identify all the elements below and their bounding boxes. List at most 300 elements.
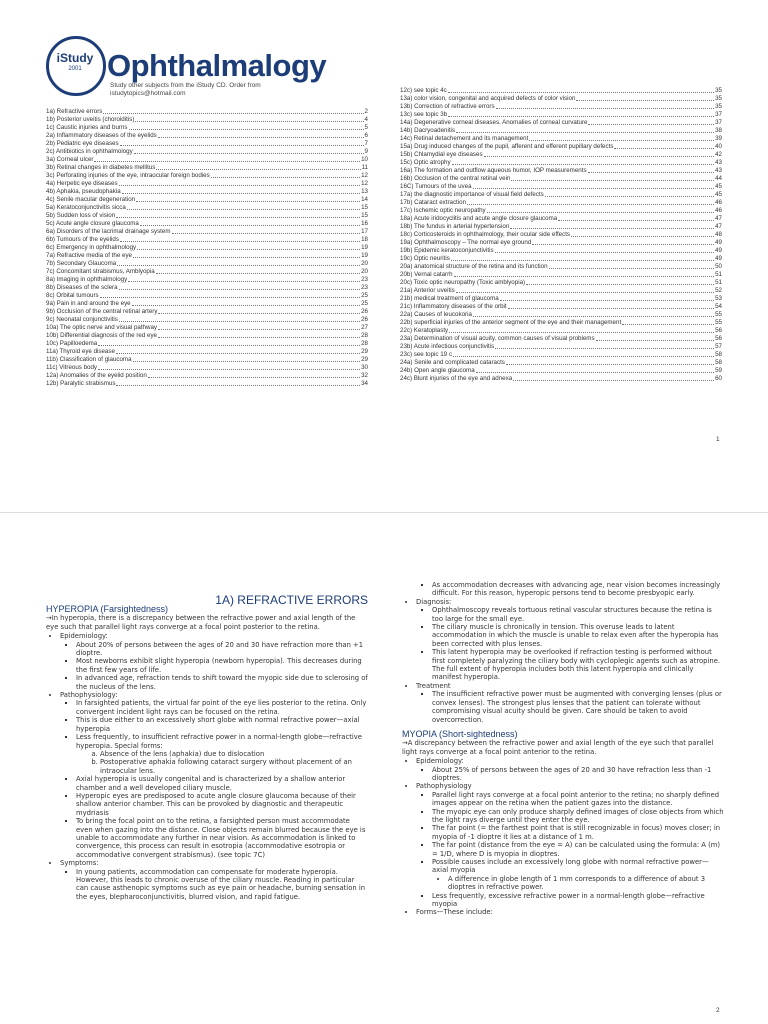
toc-entry[interactable] (46, 292, 368, 300)
toc-leader-dots (116, 353, 360, 354)
toc-entry[interactable] (400, 167, 722, 175)
toc-leader-dots (456, 132, 714, 133)
toc-entry[interactable] (46, 268, 368, 276)
toc-entry[interactable] (400, 183, 722, 191)
toc-entry[interactable] (400, 191, 722, 199)
toc-entry[interactable] (46, 148, 368, 156)
toc-entry[interactable] (46, 164, 368, 172)
toc-leader-dots (484, 156, 715, 157)
toc-leader-dots (94, 161, 360, 162)
toc-entry[interactable] (46, 228, 368, 236)
list-item: a. Absence of the lens (aphakia) due to dislocation (100, 750, 368, 758)
toc-entry[interactable] (400, 231, 722, 239)
toc-entry[interactable] (46, 260, 368, 268)
toc-entry-page: 5 (364, 124, 368, 131)
toc-leader-dots (511, 180, 714, 181)
toc-entry-page: 42 (715, 151, 722, 158)
toc-entry-label: 15c) Optic atrophy (400, 159, 451, 166)
toc-leader-dots (571, 236, 714, 237)
toc-entry-page: 38 (715, 127, 722, 134)
toc-entry-page: 48 (715, 231, 722, 238)
toc-entry-page: 35 (715, 87, 722, 94)
toc-entry-page: 51 (715, 271, 722, 278)
toc-entry-page: 28 (361, 332, 368, 339)
toc-entry[interactable] (400, 95, 722, 103)
toc-entry[interactable] (400, 279, 722, 287)
toc-entry-label: 19c) Optic neuritis (400, 255, 450, 262)
toc-entry-label: 18c) Corticosteroids in ophthalmology, their ocular side effects (400, 231, 571, 238)
toc-entry-label: 17a) the diagnostic importance of visual field defects (400, 191, 544, 198)
toc-entry-label: 22c) Keratoplasty (400, 327, 449, 334)
toc-leader-dots (103, 113, 363, 114)
toc-entry[interactable] (46, 340, 368, 348)
toc-entry-page: 43 (715, 167, 722, 174)
toc-entry-label: 4b) Aphakia, pseudophakia (46, 188, 121, 195)
list-item: ▪ Most newborns exhibit slight hyperopia (newborn hyperopia). This decreases during the first few years of life. (76, 657, 368, 674)
toc-entry[interactable] (46, 324, 368, 332)
toc-entry[interactable] (46, 372, 368, 380)
toc-entry-page: 15 (361, 212, 368, 219)
toc-entry-label: 12b) Paralytic strabismus (46, 380, 116, 387)
toc-entry[interactable] (400, 271, 722, 279)
toc-leader-dots (495, 348, 714, 349)
toc-entry[interactable] (46, 348, 368, 356)
toc-leader-dots (529, 140, 714, 141)
myopia-intro: →A discrepancy between the refractive power and axial length of the eye such that parallel light rays converge at a focal point anterior to the retina. (402, 739, 714, 756)
toc-entry-page: 46 (715, 199, 722, 206)
toc-entry[interactable] (46, 156, 368, 164)
list-item: ▪ This is due either to an excessively short globe with normal refractive power—axial hyperopia (76, 716, 368, 733)
toc-leader-dots (98, 345, 360, 346)
toc-entry-page: 18 (361, 236, 368, 243)
toc-entry-page: 17 (361, 228, 368, 235)
toc-leader-dots (453, 356, 714, 357)
toc-entry[interactable] (46, 180, 368, 188)
toc-entry[interactable] (400, 327, 722, 335)
toc-leader-dots (452, 164, 715, 165)
toc-entry[interactable] (400, 311, 722, 319)
logo-year: 2001 (68, 66, 82, 72)
toc-entry-label: 15a) Drug induced changes of the pupil, afferent and efferent pupillary defects (400, 143, 614, 150)
toc-entry[interactable] (400, 255, 722, 263)
toc-entry-label: 24a) Senile and complicated cataracts (400, 359, 505, 366)
toc-entry-label: 12c) see topic 4c (400, 87, 447, 94)
toc-entry-page: 45 (715, 183, 722, 190)
toc-entry-page: 11 (361, 164, 368, 171)
toc-entry-page: 20 (361, 268, 368, 275)
toc-entry-page: 55 (715, 319, 722, 326)
toc-entry-page: 7 (364, 140, 368, 147)
toc-leader-dots (467, 204, 714, 205)
toc-entry[interactable] (400, 303, 722, 311)
toc-entry-page: 27 (361, 324, 368, 331)
toc-leader-dots (120, 241, 360, 242)
hyperopia-intro: →In hyperopia, there is a discrepancy between the refractive power and axial length of the eye such that parallel light rays converge at a focal point posterior to the retina. (46, 614, 356, 631)
toc-entry[interactable] (46, 132, 368, 140)
list-item: • Forms—These include: (416, 908, 724, 916)
toc-entry[interactable] (400, 239, 722, 247)
list-item: ▪ The ciliary muscle is chronically in tension. This overuse leads to latent accommodation in which the muscle is unable to relax even after the hyperopia has been corrected with plus lenses. (432, 623, 724, 648)
toc-entry[interactable] (46, 140, 368, 148)
toc-entry[interactable] (46, 172, 368, 180)
toc-entry-label: 18a) Acute iridocyclitis and acute angle closure glaucoma (400, 215, 558, 222)
list-item: • Treatment ▪ The insufficient refractive power must be augmented with converging lenses (plus or convex lenses). The strongest plus lenses that the patient can tolerate without compromising visual acuity should be given. Care should be taken to avoid overcorrection. (416, 682, 724, 724)
toc-leader-dots (449, 332, 714, 333)
toc-leader-dots (495, 252, 715, 253)
toc-entry-label: 5c) Acute angle closure glaucoma (46, 220, 139, 227)
toc-entry-label: 8a) Imaging in ophthalmology (46, 276, 128, 283)
toc-entry-page: 30 (361, 364, 368, 371)
toc-entry[interactable] (46, 300, 368, 308)
toc-entry[interactable] (46, 188, 368, 196)
toc-entry[interactable] (46, 252, 368, 260)
toc-entry-label: 2a) Inflammatory diseases of the eyelids (46, 132, 157, 139)
toc-entry-page: 55 (715, 311, 722, 318)
toc-entry[interactable] (400, 351, 722, 359)
toc-entry[interactable] (46, 108, 368, 116)
toc-entry-label: 1c) Caustic injuries and burns (46, 124, 128, 131)
list-item: ▪ Less frequently, excessive refractive power in a normal-length globe—refractive myopia (432, 892, 724, 909)
toc-leader-dots (451, 260, 714, 261)
toc-entry-page: 25 (361, 300, 368, 307)
toc-entry[interactable] (400, 103, 722, 111)
toc-leader-dots (158, 329, 360, 330)
list-item: ▪ The far point (= the farthest point that is still recognizable in focus) moves closer; in myopia of -1 dioptre it lies at a distance of 1 m. (432, 824, 724, 841)
toc-entry-page: 49 (715, 247, 722, 254)
toc-entry-page: 58 (715, 351, 722, 358)
toc-leader-dots (473, 316, 714, 317)
toc-entry-page: 47 (715, 215, 722, 222)
toc-entry-label: 11c) Vitreous body (46, 364, 98, 371)
list-item: ▪ Hyperopic eyes are predisposed to acute angle closure glaucoma because of their shallow anterior chamber. This can be provoked by diagnostic and therapeutic mydriasis (76, 792, 368, 817)
toc-leader-dots (116, 217, 360, 218)
list-item: ▪ Less frequently, to insufficient refractive power in a normal-length globe—refractive hyperopia. Special forms: a. Absence of the lens (aphakia) due to dislocation b. Postoperative aphakia following cataract surgery without placement of an intraocular lens. (76, 733, 368, 775)
toc-entry-label: 22a) Causes of leucokoria (400, 311, 472, 318)
toc-entry-label: 20c) Toxic optic neuropathy (Toxic amblyopia) (400, 279, 526, 286)
toc-leader-dots (487, 212, 714, 213)
toc-entry[interactable] (46, 332, 368, 340)
list-item: • Epidemiology: ▪ About 25% of persons between the ages of 20 and 30 have refraction less than -1 dioptres. (416, 757, 724, 782)
toc-leader-dots (545, 196, 714, 197)
toc-leader-dots (532, 244, 714, 245)
toc-entry-label: 16b) Occlusion of the central retinal vein (400, 175, 511, 182)
toc-entry-page: 23 (361, 276, 368, 283)
toc-entry-page: 4 (364, 116, 368, 123)
toc-entry[interactable] (400, 159, 722, 167)
toc-leader-dots (128, 281, 360, 282)
toc-entry-label: 7a) Refractive media of the eye (46, 252, 132, 259)
toc-leader-dots (117, 265, 360, 266)
toc-entry-page: 29 (361, 356, 368, 363)
toc-entry[interactable] (400, 215, 722, 223)
toc-entry[interactable] (400, 223, 722, 231)
list-item: ▪ This latent hyperopia may be overlooked if refraction testing is performed without first completely paralyzing the ciliary body with cycloplegic agents such as atropine. The full extent of hyperopia includes both this latent hyperopia and clinically manifest hyperopia. (432, 648, 724, 682)
toc-leader-dots (158, 137, 364, 138)
toc-leader-dots (135, 121, 363, 122)
toc-leader-dots (513, 380, 714, 381)
subtitle-email[interactable]: istudytopics@hotmail.com (110, 90, 186, 97)
toc-entry[interactable] (400, 287, 722, 295)
toc-entry-page: 14 (361, 196, 368, 203)
toc-entry-label: 9c) Neonatal conjunctivitis (46, 316, 118, 323)
toc-leader-dots (510, 228, 714, 229)
toc-entry[interactable] (400, 367, 722, 375)
toc-entry[interactable] (400, 319, 722, 327)
list-item: ▪ As accommodation decreases with advancing age, near vision becomes increasingly difficult. For this reason, hyperopic persons tend to become presbyopic early. (432, 581, 724, 598)
list-item: ▪ Axial hyperopia is usually congenital and is characterized by a shallow anterior chamber and a well developed ciliary muscle. (76, 775, 368, 792)
toc-entry-label: 3c) Perforating injuries of the eye, intraocular foreign bodies (46, 172, 210, 179)
toc-entry-label: 14c) Retinal detachement and its management (400, 135, 529, 142)
toc-leader-dots (140, 225, 360, 226)
toc-entry-label: 9b) Occlusion of the central retinal artery (46, 308, 158, 315)
toc-entry-label: 5a) Keratoconjunctivitis sicca (46, 204, 126, 211)
toc-leader-dots (120, 145, 364, 146)
toc-entry-page: 45 (715, 191, 722, 198)
toc-entry-page: 57 (715, 343, 722, 350)
toc-leader-dots (119, 321, 360, 322)
toc-entry-page: 28 (361, 340, 368, 347)
toc-entry-label: 16C) Tumours of the uvea (400, 183, 472, 190)
toc-entry-page: 54 (715, 303, 722, 310)
toc-entry-label: 13c) see topic 3b (400, 111, 448, 118)
toc-entry-label: 22b) superficial injuries of the anterior segment of the eye and their management (400, 319, 622, 326)
toc-entry-label: 3b) Retinal changes in diabetes mellitus (46, 164, 156, 171)
toc-leader-dots (158, 313, 360, 314)
toc-leader-dots (614, 148, 714, 149)
toc-leader-dots (129, 129, 364, 130)
list-item: • Pathophysiology: ▪ In farsighted patients, the virtual far point of the eye lies posterior to the retina. Only convergent incident light rays can be focused on the retina. ▪ This is due either to an excessively short globe with normal refractive power—axial hyperopia ▪ Less frequently, to insufficient refractive power in a normal-length globe—refractive hyperopia. Special forms: a. Absence of the lens (aphakia) due to dislocation b. Postoperative aphakia following cataract surgery without placement of an intraocular lens. ▪ Axial hyperopia is usually congenital and is characterized by a shallow anterior chamber and a well developed ciliary muscle. ▪ Hyperopic eyes are predisposed to acute angle closure glaucoma because of their shallow anterior chamber. This can be provoked by diagnostic and therapeutic mydriasis ▪ To bring the focal point on to the retina, a farsighted person must accommodate even when gazing into the distance. Close objects remain blurred because the eye is unable to accommodate any further in near vision. As accommodation is linked to convergence, this process can result in esotropia (accommodative esotropia or accommodative convergent strabismus). (see topic 7C) (60, 691, 368, 859)
toc-entry[interactable] (400, 343, 722, 351)
toc-leader-dots (454, 276, 714, 277)
toc-entry-label: 6a) Disorders of the lacrimal drainage system (46, 228, 171, 235)
toc-left-column (46, 108, 368, 388)
toc-entry-label: 15b) Chlamydial eye diseases (400, 151, 483, 158)
toc-entry[interactable] (400, 359, 722, 367)
toc-entry-label: 1a) Refractive errors (46, 108, 103, 115)
myopia-heading: MYOPIA (Short-sightedness) (402, 728, 518, 739)
toc-entry-page: 26 (361, 316, 368, 323)
toc-entry[interactable] (46, 356, 368, 364)
left-text-column (46, 605, 368, 901)
toc-entry[interactable] (400, 87, 722, 95)
subtitle-line-1: Study other subjects from the iStudy CD. Order from (110, 82, 261, 89)
toc-entry-label: 3a) Corneal ulcer (46, 156, 94, 163)
document-title: Ophthalmalogy (107, 48, 327, 83)
toc-entry-page: 29 (361, 348, 368, 355)
list-item: • Pathophysiology ▪ Parallel light rays converge at a focal point anterior to the retina; no sharply defined images appear on the retina when the patient gazes into the distance. ▪ The myopic eye can only produce sharply defined images of close objects from which the light rays diverge until they enter the eye. ▪ The far point (= the farthest point that is still recognizable in focus) moves closer; in myopia of -1 dioptre it lies at a distance of 1 m. ▪ The far point (distance from the eye = A) can be calculated using the formula: A (m) = 1/D, where D is myopia in dioptres. ▪ Possible causes include an excessively long globe with normal refractive power—axial myopia • A difference in globe length of 1 mm corresponds to a difference of about 3 dioptres in refractive power. ▪ Less frequently, excessive refractive power in a normal-length globe—refractive myopia (416, 782, 724, 908)
toc-leader-dots (622, 324, 714, 325)
toc-entry-page: 49 (715, 255, 722, 262)
toc-entry-label: 2b) Pediatric eye diseases (46, 140, 119, 147)
toc-entry[interactable] (46, 220, 368, 228)
list-item: • A difference in globe length of 1 mm corresponds to a difference of about 3 dioptres in refractive power. (448, 875, 724, 892)
toc-entry-label: 21a) Anterior uveitis (400, 287, 455, 294)
toc-entry-page: 58 (715, 359, 722, 366)
toc-entry[interactable] (400, 175, 722, 183)
toc-entry-label: 23a) Determination of visual acuity. common causes of visual problems (400, 335, 595, 342)
toc-entry[interactable] (46, 236, 368, 244)
toc-entry-label: 8b) Diseases of the sclera (46, 284, 118, 291)
toc-entry[interactable] (400, 207, 722, 215)
toc-entry-label: 9a) Pain in and around the eye (46, 300, 131, 307)
toc-leader-dots (100, 297, 361, 298)
toc-entry[interactable] (46, 212, 368, 220)
toc-entry[interactable] (400, 135, 722, 143)
toc-entry-label: 19a) Ophthalmoscopy – The normal eye ground (400, 239, 532, 246)
toc-entry-page: 20 (361, 260, 368, 267)
toc-entry-label: 7b) Secondary Glaucoma (46, 260, 117, 267)
toc-entry-label: 24b) Open angle glaucoma (400, 367, 475, 374)
toc-entry-page: 56 (715, 327, 722, 334)
logo-brand: iStudy (56, 51, 94, 65)
toc-entry-page: 44 (715, 175, 722, 182)
toc-leader-dots (148, 377, 360, 378)
toc-entry-label: 21b) medical treatment of glaucoma (400, 295, 499, 302)
toc-entry[interactable] (400, 335, 722, 343)
list-item: • Symptoms: ▪ In young patients, accommodation can compensate for moderate hyperopia. However, this leads to chronic overuse of the ciliary muscle. Reading in particular can cause asthenopic symptoms such as eye pain or headache, burning sensation in the eyes, blepharoconjunctivitis, blurred vision, and rapid fatigue. (60, 859, 368, 901)
toc-entry-label: 19b) Epidemic keratoconjunctivitis (400, 247, 494, 254)
toc-entry[interactable] (400, 151, 722, 159)
toc-entry-page: 10 (361, 156, 368, 163)
toc-entry[interactable] (46, 380, 368, 388)
toc-leader-dots (448, 116, 714, 117)
toc-entry-page: 53 (715, 295, 722, 302)
list-item: b. Postoperative aphakia following cataract surgery without placement of an intraocular lens. (100, 758, 368, 775)
toc-entry-label: 13b) Correction of refractive errors (400, 103, 495, 110)
toc-leader-dots (116, 385, 360, 386)
toc-leader-dots (526, 284, 714, 285)
toc-entry-label: 10a) The optic nerve and visual pathway (46, 324, 157, 331)
document-subtitle (110, 82, 261, 98)
toc-entry[interactable] (400, 143, 722, 151)
toc-entry-page: 39 (715, 135, 722, 142)
toc-entry-label: 4a) Herpetic eye diseases (46, 180, 118, 187)
toc-entry-label: 20b) Vernal catarrh (400, 271, 453, 278)
toc-entry[interactable] (400, 295, 722, 303)
toc-leader-dots (596, 340, 715, 341)
toc-entry[interactable] (46, 124, 368, 132)
toc-entry-label: 17b) Cataract extraction (400, 199, 467, 206)
toc-entry-label: 18b) The fundus in arterial hypertension (400, 223, 510, 230)
toc-entry[interactable] (400, 199, 722, 207)
toc-leader-dots (119, 185, 361, 186)
page-number: 1 (716, 436, 720, 443)
toc-entry-page: 60 (715, 375, 722, 382)
toc-leader-dots (172, 233, 361, 234)
toc-entry-label: 6c) Emergency in ophthalmology (46, 244, 137, 251)
toc-entry-page: 43 (715, 159, 722, 166)
toc-leader-dots (576, 100, 714, 101)
hyperopia-heading: HYPEROPIA (Farsightedness) (46, 604, 169, 614)
toc-entry-page: 37 (715, 119, 722, 126)
toc-entry-label: 13a) color vision, congenital and acquired defects of color vision (400, 95, 576, 102)
list-item: ▪ Parallel light rays converge at a focal point anterior to the retina; no sharply defined images appear on the retina when the patient gazes into the distance. (432, 791, 724, 808)
list-item: ▪ About 25% of persons between the ages of 20 and 30 have refraction less than -1 dioptres. (432, 766, 724, 783)
toc-entry-label: 5b) Sudden loss of vision (46, 212, 116, 219)
toc-entry[interactable] (400, 127, 722, 135)
toc-entry-label: 10b) Differential diagnosis of the red eye (46, 332, 157, 339)
toc-leader-dots (119, 289, 361, 290)
toc-leader-dots (456, 292, 714, 293)
toc-entry-page: 6 (364, 132, 368, 139)
toc-entry-page: 16 (361, 220, 368, 227)
toc-entry[interactable] (400, 263, 722, 271)
toc-entry[interactable] (400, 111, 722, 119)
toc-entry[interactable] (46, 276, 368, 284)
toc-leader-dots (136, 201, 360, 202)
toc-entry[interactable] (46, 364, 368, 372)
toc-leader-dots (549, 268, 715, 269)
list-item: ▪ In young patients, accommodation can compensate for moderate hyperopia. However, this leads to chronic overuse of the ciliary muscle. Reading in particular can cause asthenopic symptoms such as eye pain or headache, burning sensation in the eyes, blepharoconjunctivitis, blurred vision, and rapid fatigue. (76, 868, 368, 902)
page-2 (0, 512, 768, 1024)
toc-entry-page: 26 (361, 308, 368, 315)
toc-leader-dots (156, 169, 360, 170)
toc-entry-page: 35 (715, 103, 722, 110)
toc-entry-page: 12 (361, 172, 368, 179)
toc-leader-dots (98, 369, 360, 370)
toc-leader-dots (134, 153, 364, 154)
list-item: ▪ To bring the focal point on to the retina, a farsighted person must accommodate even when gazing into the distance. Close objects remain blurred because the eye is unable to accommodate any further in near vision. As accommodation is linked to convergence, this process can result in esotropia (accommodative esotropia or accommodative convergent strabismus). (see topic 7C) (76, 817, 368, 859)
toc-entry-page: 52 (715, 287, 722, 294)
toc-leader-dots (508, 308, 714, 309)
toc-entry[interactable] (400, 119, 722, 127)
toc-entry-page: 56 (715, 335, 722, 342)
toc-leader-dots (473, 188, 715, 189)
list-item: ▪ Ophthalmoscopy reveals tortuous retinal vascular structures because the retina is too large for the small eye. (432, 606, 724, 623)
list-item: ▪ In farsighted patients, the virtual far point of the eye lies posterior to the retina. Only convergent incident light rays can be focused on the retina. (76, 699, 368, 716)
list-item: • Diagnosis: ▪ Ophthalmoscopy reveals tortuous retinal vascular structures because the retina is too large for the small eye. ▪ The ciliary muscle is chronically in tension. This overuse leads to latent accommodation in which the muscle is unable to relax even after the hyperopia has been corrected with plus lenses. ▪ This latent hyperopia may be overlooked if refraction testing is performed without first completely paralyzing the ciliary body with cycloplegic agents such as atropine. The full extent of hyperopia includes both this latent hyperopia and clinically manifest hyperopia. (416, 598, 724, 682)
toc-entry[interactable] (46, 116, 368, 124)
toc-leader-dots (588, 124, 714, 125)
list-item: ▪ In advanced age, refraction tends to shift toward the myopic side due to sclerosing of the nucleus of the lens. (76, 674, 368, 691)
toc-leader-dots (506, 364, 714, 365)
toc-entry-label: 6b) Tumours of the eyelids (46, 236, 119, 243)
list-item: ▪ About 20% of persons between the ages of 20 and 30 have refraction more than +1 dioptre. (76, 641, 368, 658)
toc-leader-dots (448, 92, 714, 93)
toc-leader-dots (133, 361, 361, 362)
toc-entry-label: 20a) anatomical structure of the retina and its function (400, 263, 548, 270)
toc-entry-label: 7c) Concomitant strabismus, Amblyopia (46, 268, 155, 275)
toc-entry-label: 14b) Dacryoadenitis (400, 127, 456, 134)
toc-entry-label: 16a) The formation and outflow aqueous humor, IOP measurements (400, 167, 587, 174)
toc-entry[interactable] (46, 244, 368, 252)
toc-leader-dots (137, 249, 360, 250)
page-number: 2 (716, 1007, 720, 1014)
toc-leader-dots (122, 193, 360, 194)
toc-entry-label: 11a) Thyroid eye disease (46, 348, 115, 355)
toc-entry[interactable] (46, 196, 368, 204)
toc-entry[interactable] (46, 284, 368, 292)
list-item: ▪ The insufficient refractive power must be augmented with converging lenses (plus or convex lenses). The strongest plus lenses that the patient can tolerate without compromising visual acuity should be given. Care should be taken to avoid overcorrection. (432, 690, 724, 724)
toc-entry[interactable] (46, 204, 368, 212)
toc-leader-dots (496, 108, 715, 109)
toc-leader-dots (132, 305, 360, 306)
toc-entry-label: 1b) Posterior uveitis (choroiditis) (46, 116, 135, 123)
toc-leader-dots (588, 172, 715, 173)
toc-entry-label: 4c) Senile macular degeneration (46, 196, 136, 203)
toc-entry[interactable] (46, 316, 368, 324)
toc-entry-page: 34 (361, 380, 368, 387)
toc-leader-dots (158, 337, 360, 338)
toc-leader-dots (156, 273, 360, 274)
toc-entry[interactable] (400, 375, 722, 383)
toc-entry-page: 23 (361, 284, 368, 291)
toc-entry-label: 23b) Acute infectious conjunctivitis (400, 343, 495, 350)
list-item: ▪ The myopic eye can only produce sharply defined images of close objects from which the light rays diverge until they enter the eye. (432, 808, 724, 825)
toc-entry[interactable] (400, 247, 722, 255)
toc-entry[interactable] (46, 308, 368, 316)
toc-leader-dots (127, 209, 360, 210)
